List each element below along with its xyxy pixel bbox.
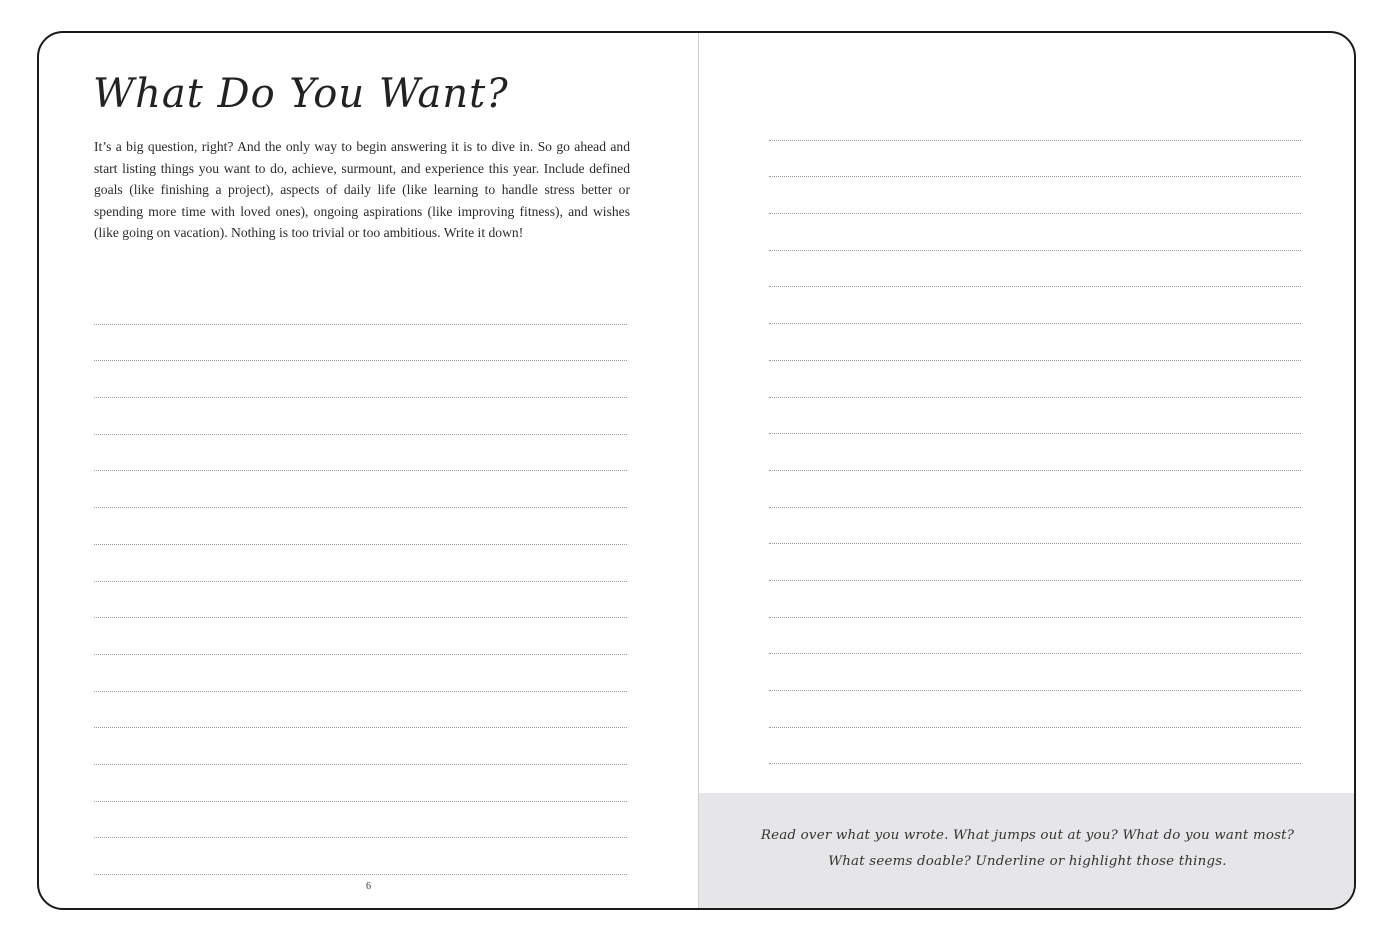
- writing-line[interactable]: [94, 802, 627, 839]
- page-number: 6: [366, 881, 371, 892]
- writing-line[interactable]: [769, 141, 1301, 178]
- writing-line[interactable]: [94, 361, 627, 398]
- writing-line[interactable]: [94, 545, 627, 582]
- writing-line[interactable]: [94, 288, 627, 325]
- writing-line[interactable]: [94, 435, 627, 472]
- writing-line[interactable]: [769, 654, 1301, 691]
- writing-line[interactable]: [769, 434, 1301, 471]
- reflection-prompt: [699, 823, 1356, 875]
- writing-line[interactable]: [769, 287, 1301, 324]
- writing-line[interactable]: [94, 471, 627, 508]
- writing-line[interactable]: [769, 324, 1301, 361]
- writing-line[interactable]: [769, 728, 1301, 765]
- writing-lines-left[interactable]: [94, 288, 627, 875]
- writing-line[interactable]: [94, 838, 627, 875]
- writing-line[interactable]: [769, 251, 1301, 288]
- page-title: What Do You Want?: [93, 71, 509, 117]
- writing-line[interactable]: [769, 361, 1301, 398]
- writing-line[interactable]: [769, 214, 1301, 251]
- writing-line[interactable]: [769, 544, 1301, 581]
- writing-line[interactable]: [769, 581, 1301, 618]
- writing-line[interactable]: [769, 177, 1301, 214]
- writing-line[interactable]: [94, 325, 627, 362]
- intro-paragraph: It’s a big question, right? And the only way to begin answering it is to dive in. So go ahead and start listing things you want to do, achieve, surmount, and experience this year. Include defined goals (like finishing a project), aspects of daily life (like learning to handle stress better or spending more time with loved ones), ongoing aspirations (like improving fitness), and wishes (like going on vacation). Nothing is too trivial or too ambitious. Write it down!: [94, 139, 630, 240]
- writing-line[interactable]: [94, 655, 627, 692]
- reflection-prompt-box: [699, 793, 1356, 910]
- writing-line[interactable]: [94, 582, 627, 619]
- writing-line[interactable]: [94, 765, 627, 802]
- reflection-prompt-line-2: What seems doable? Underline or highlight those things.: [828, 854, 1227, 869]
- writing-line[interactable]: [769, 508, 1301, 545]
- right-page: [699, 33, 1356, 908]
- left-page: [39, 33, 698, 908]
- writing-line[interactable]: [769, 398, 1301, 435]
- writing-lines-right[interactable]: [769, 104, 1301, 801]
- writing-line[interactable]: [94, 618, 627, 655]
- writing-line[interactable]: [769, 618, 1301, 655]
- writing-line[interactable]: [769, 104, 1301, 141]
- writing-line[interactable]: [94, 728, 627, 765]
- writing-line[interactable]: [769, 691, 1301, 728]
- writing-line[interactable]: [94, 508, 627, 545]
- journal-spread: [37, 31, 1356, 910]
- writing-line[interactable]: [94, 398, 627, 435]
- writing-line[interactable]: [769, 471, 1301, 508]
- writing-line[interactable]: [94, 692, 627, 729]
- reflection-prompt-line-1: Read over what you wrote. What jumps out at you? What do you want most?: [760, 828, 1295, 843]
